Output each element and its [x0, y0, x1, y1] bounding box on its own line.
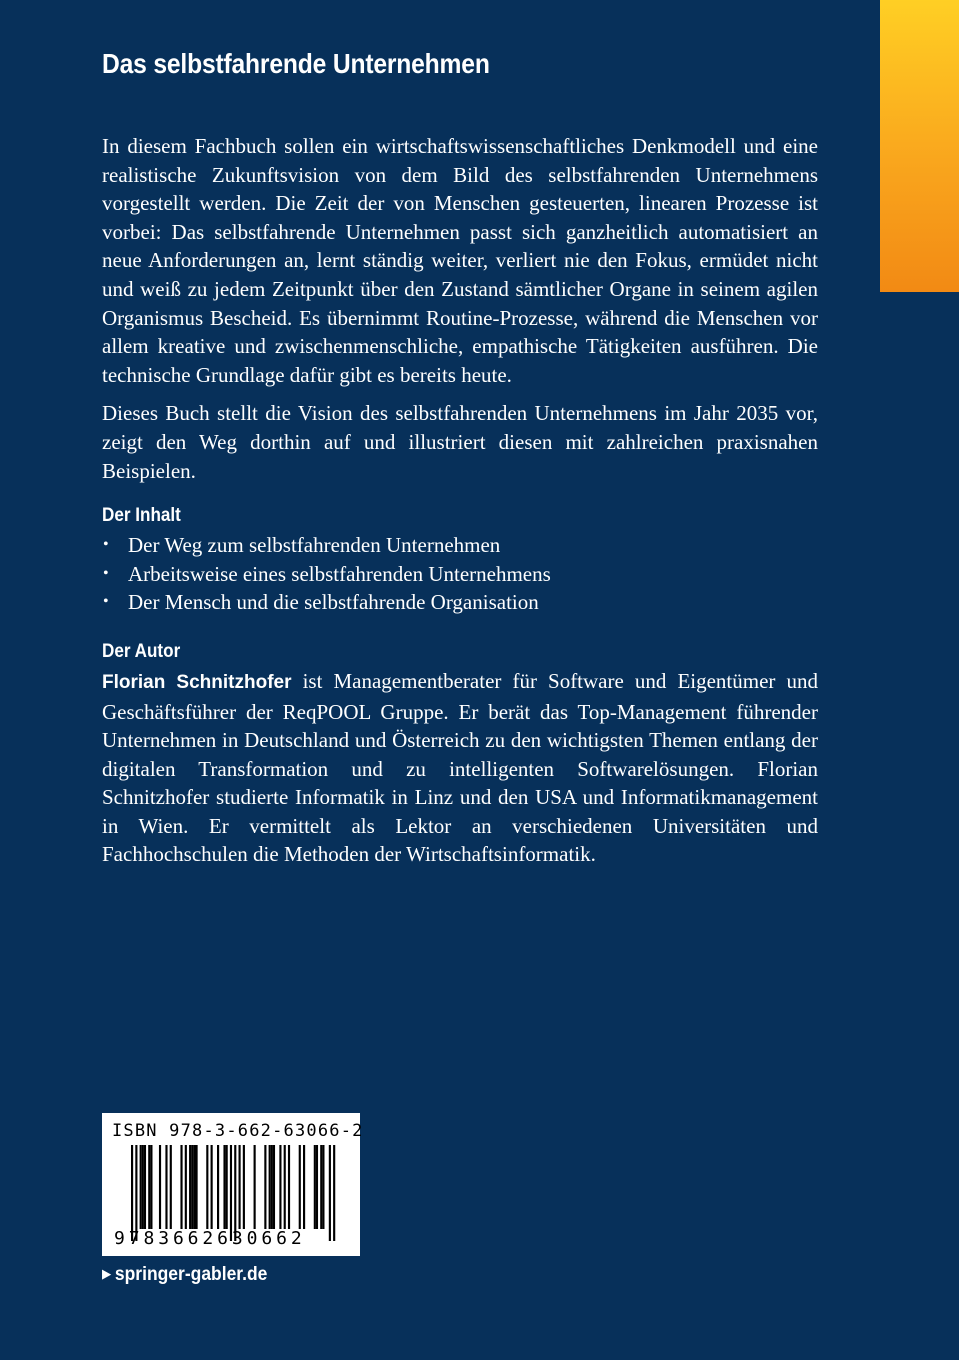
barcode-bar	[140, 1145, 142, 1229]
barcode-digits: 9783662630662	[114, 1228, 306, 1249]
barcode-bar	[299, 1145, 301, 1229]
barcode-bar	[223, 1145, 225, 1229]
barcode-bar	[254, 1145, 256, 1229]
contents-item: • Der Mensch und die selbstfahrende Organisation	[102, 588, 818, 617]
barcode-bar	[264, 1145, 266, 1229]
barcode-bar	[189, 1145, 191, 1229]
barcode-bar	[159, 1145, 161, 1229]
barcode-bar	[303, 1145, 305, 1229]
barcode-bar	[273, 1145, 275, 1229]
intro-paragraph-1: In diesem Fachbuch sollen ein wirtschaftswissenschaftliches Denkmodell und eine realistische Zukunftsvision von dem Bild des selbstfahrenden Unternehmens vorgestellt werden. Die Zeit der von Menschen gesteuerten, linearen Prozesse ist vorbei: Das selbstfahrende Unternehmen passt sich ganzheitlich automatisiert an neue Anforderungen an, lernt ständig weiter, verliert nie den Fokus, ermüdet nicht und weiß zu jedem Zeitpunkt über den Zustand sämtlicher Organe in seinem agilen Organismus Bescheid. Es übernimmt Routine-Prozesse, während die Menschen vor allem kreative und zwischenmenschliche, empathische Tätigkeiten ausführen. Die technische Grundlage dafür gibt es bereits heute.	[102, 134, 818, 387]
barcode-bar	[316, 1145, 318, 1229]
barcode-bar	[217, 1145, 219, 1229]
intro-paragraph-2: Dieses Buch stellt die Vision des selbstfahrenden Unternehmens im Jahr 2035 vor, zeigt den Weg dorthin auf und illustriert diesen mit zahlreichen praxisnahen Beispielen.	[102, 401, 818, 483]
back-cover-content	[102, 46, 818, 869]
isbn-barcode-box	[102, 1113, 364, 1256]
author-bio-text: ist Managementberater für Software und Eigentümer und Geschäftsführer der ReqPOOL Gruppe. Er berät das Top-Management führender Unternehmen in Deutschland und Österreich zu den wichtigsten Themen entlang der digitalen Transformation und zu intelligenten Softwarelösungen. Florian Schnitzhofer studierte Informatik in Linz und den USA und Informatikmanagement in Wien. Er vermittelt als Lektor an verschiedenen Universitäten und Fachhochschulen die Methoden der Wirtschaftsinformatik.	[102, 668, 818, 867]
barcode-bar	[322, 1145, 324, 1229]
arrow-right-icon: ▶	[102, 1266, 112, 1281]
barcode-bar	[185, 1145, 187, 1229]
barcode-bar	[234, 1145, 236, 1241]
barcode-bar	[230, 1145, 232, 1241]
barcode-bar	[279, 1145, 281, 1229]
isbn-label: ISBN 978-3-662-63066-2	[112, 1121, 364, 1141]
barcode-bar	[191, 1145, 193, 1229]
author-name: Florian Schnitzhofer	[102, 671, 292, 693]
barcode-bar	[269, 1145, 271, 1229]
author-heading: Der Autor	[102, 640, 181, 662]
book-title: Das selbstfahrende Unternehmen	[102, 48, 490, 79]
contents-item: • Arbeitsweise eines selbstfahrenden Unternehmens	[102, 560, 818, 589]
barcode-bar	[150, 1145, 152, 1229]
barcode-bar	[320, 1145, 322, 1229]
contents-heading: Der Inhalt	[102, 505, 181, 527]
contents-list	[102, 531, 818, 617]
barcode-bar	[314, 1145, 316, 1229]
barcode-bar	[170, 1145, 172, 1229]
website-label: springer-gabler.de	[114, 1264, 268, 1285]
barcode-bar	[329, 1145, 331, 1241]
barcode-bar	[196, 1145, 198, 1229]
barcode-bar	[284, 1145, 286, 1229]
barcode-bar	[239, 1145, 241, 1229]
barcode-bar	[142, 1145, 144, 1229]
barcode-bar	[193, 1145, 195, 1229]
barcode-bar	[333, 1145, 335, 1241]
barcode-bar	[226, 1145, 228, 1229]
barcode-bar	[271, 1145, 273, 1229]
barcode-bar	[206, 1145, 208, 1229]
publisher-website[interactable]	[102, 1262, 267, 1287]
barcode-bar	[135, 1145, 137, 1241]
barcode-bar	[288, 1145, 290, 1229]
accent-bar	[880, 0, 959, 292]
barcode-bar	[131, 1145, 133, 1241]
author-bio	[102, 667, 818, 869]
barcode-bar	[180, 1145, 182, 1229]
barcode-bar	[165, 1145, 167, 1229]
barcode-bar	[144, 1145, 146, 1229]
barcode-bar	[211, 1145, 213, 1229]
barcode-bar	[243, 1145, 245, 1229]
barcode-bar	[148, 1145, 150, 1229]
contents-item: • Der Weg zum selbstfahrenden Unternehmen	[102, 531, 818, 560]
